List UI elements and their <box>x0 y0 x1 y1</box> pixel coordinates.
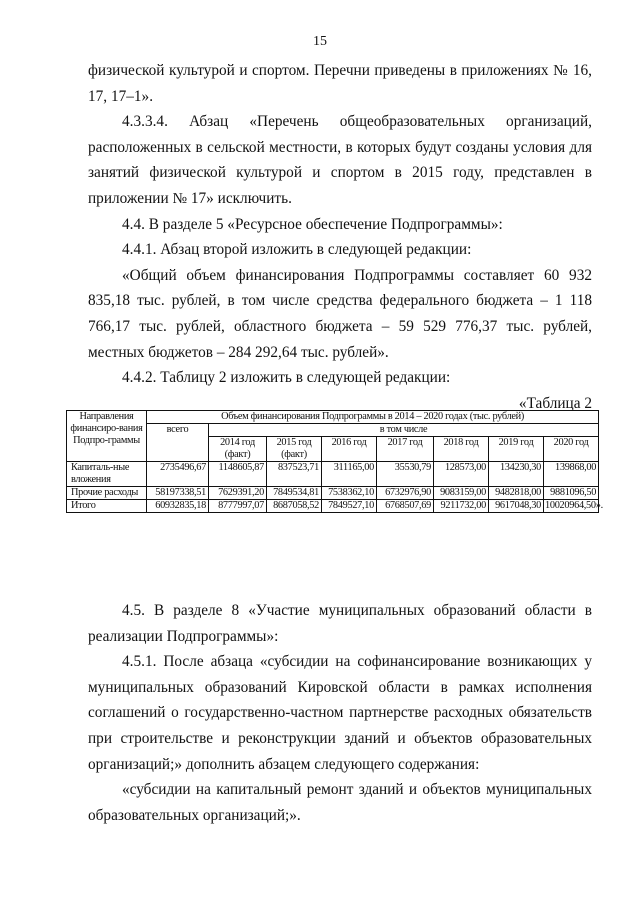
table-cell: 58197338,51 <box>147 487 209 500</box>
header-year: 2015 год (факт) <box>267 437 322 462</box>
header-volume: Объем финансирования Подпрограммы в 2014 – 2020 годах (тыс. рублей) <box>147 411 599 424</box>
table-cell: 6732976,90 <box>377 487 434 500</box>
row-name: Прочие расходы <box>67 487 147 500</box>
row-name: Итого <box>67 500 147 513</box>
table-cell: 8777997,07 <box>209 500 267 513</box>
header-total: всего <box>147 424 209 462</box>
header-year: 2014 год (факт) <box>209 437 267 462</box>
bottom-text-block <box>88 598 592 828</box>
paragraph-4-5-1: 4.5.1. После абзаца «субсидии на софинансирование возникающих у муниципальных образований Кировской области в рамках исполнения соглашений о государственно-частном партнерстве расходных обязательств при строительстве и реконструкции зданий и объектов образовательных организаций;» дополнить абзацем следующего содержания: <box>88 653 592 773</box>
table-cell: 1148605,87 <box>209 462 267 487</box>
table-cell: 9211732,00 <box>434 500 489 513</box>
header-direction: Направления финансиро-вания Подпро-граммы <box>67 411 147 462</box>
top-text-block <box>88 58 592 416</box>
table-cell: 311165,00 <box>322 462 377 487</box>
table-cell: 7849534,81 <box>267 487 322 500</box>
paragraph-4-4-1: 4.4.1. Абзац второй изложить в следующей редакции: <box>122 241 472 259</box>
header-year: 2017 год <box>377 437 434 462</box>
table-row <box>67 462 599 487</box>
header-year: 2018 год <box>434 437 489 462</box>
table-header-row-1 <box>67 411 599 424</box>
table-cell: 837523,71 <box>267 462 322 487</box>
paragraph-4-4-2: 4.4.2. Таблицу 2 изложить в следующей редакции: <box>122 369 451 387</box>
table-cell: 6768507,69 <box>377 500 434 513</box>
paragraph-4-4: 4.4. В разделе 5 «Ресурсное обеспечение Подпрограммы»: <box>122 215 503 233</box>
table-cell: 2735496,67 <box>147 462 209 487</box>
paragraph-4-3-3-4: 4.3.3.4. Абзац «Перечень общеобразовательных организаций, расположенных в сельской местности, в которых будут созданы условия для занятий физической культурой и спортом в 2015 году, представлен в приложении № 17» исключить. <box>88 113 592 207</box>
header-year: 2019 год <box>489 437 544 462</box>
table-cell: 9482818,00 <box>489 487 544 500</box>
header-year: 2016 год <box>322 437 377 462</box>
paragraph-subsidies: «субсидии на капитальный ремонт зданий и объектов муниципальных образовательных организаций;». <box>88 781 592 824</box>
table-cell: 128573,00 <box>434 462 489 487</box>
table-cell: 7849527,10 <box>322 500 377 513</box>
row-name: Капиталь-ные вложения <box>67 462 147 487</box>
table-cell: 7538362,10 <box>322 487 377 500</box>
financing-table <box>66 410 603 513</box>
table-cell: 134230,30 <box>489 462 544 487</box>
table-cell: 9083159,00 <box>434 487 489 500</box>
paragraph-4-5: 4.5. В разделе 8 «Участие муниципальных образований области в реализации Подпрограммы»: <box>88 602 592 645</box>
header-year: 2020 год <box>544 437 599 462</box>
table-cell: 35530,79 <box>377 462 434 487</box>
header-including: в том числе <box>209 424 599 437</box>
table-cell: 9881096,50 <box>544 487 599 500</box>
table-row <box>67 500 599 513</box>
table-caption: «Таблица 2 <box>518 394 592 412</box>
table-cell: 7629391,20 <box>209 487 267 500</box>
table-cell: 9617048,30 <box>489 500 544 513</box>
table-cell: 139868,00 <box>544 462 599 487</box>
table-row <box>67 487 599 500</box>
page-number: 15 <box>313 34 327 49</box>
table-header-row-2 <box>67 424 599 437</box>
paragraph-funding-total: «Общий объем финансирования Подпрограммы составляет 60 932 835,18 тыс. рублей, в том числе средства федерального бюджета – 1 118 766,17 тыс. рублей, областного бюджета – 59 529 776,37 тыс. рублей, местных бюджетов – 284 292,64 тыс. рублей». <box>88 266 592 361</box>
paragraph-list-continuation: физической культурой и спортом. Перечни приведены в приложениях № 16, 17, 17–1». <box>88 62 592 105</box>
table-cell: 8687058,52 <box>267 500 322 513</box>
table-cell: 60932835,18 <box>147 500 209 513</box>
table-cell: 10020964,50». <box>545 500 603 511</box>
